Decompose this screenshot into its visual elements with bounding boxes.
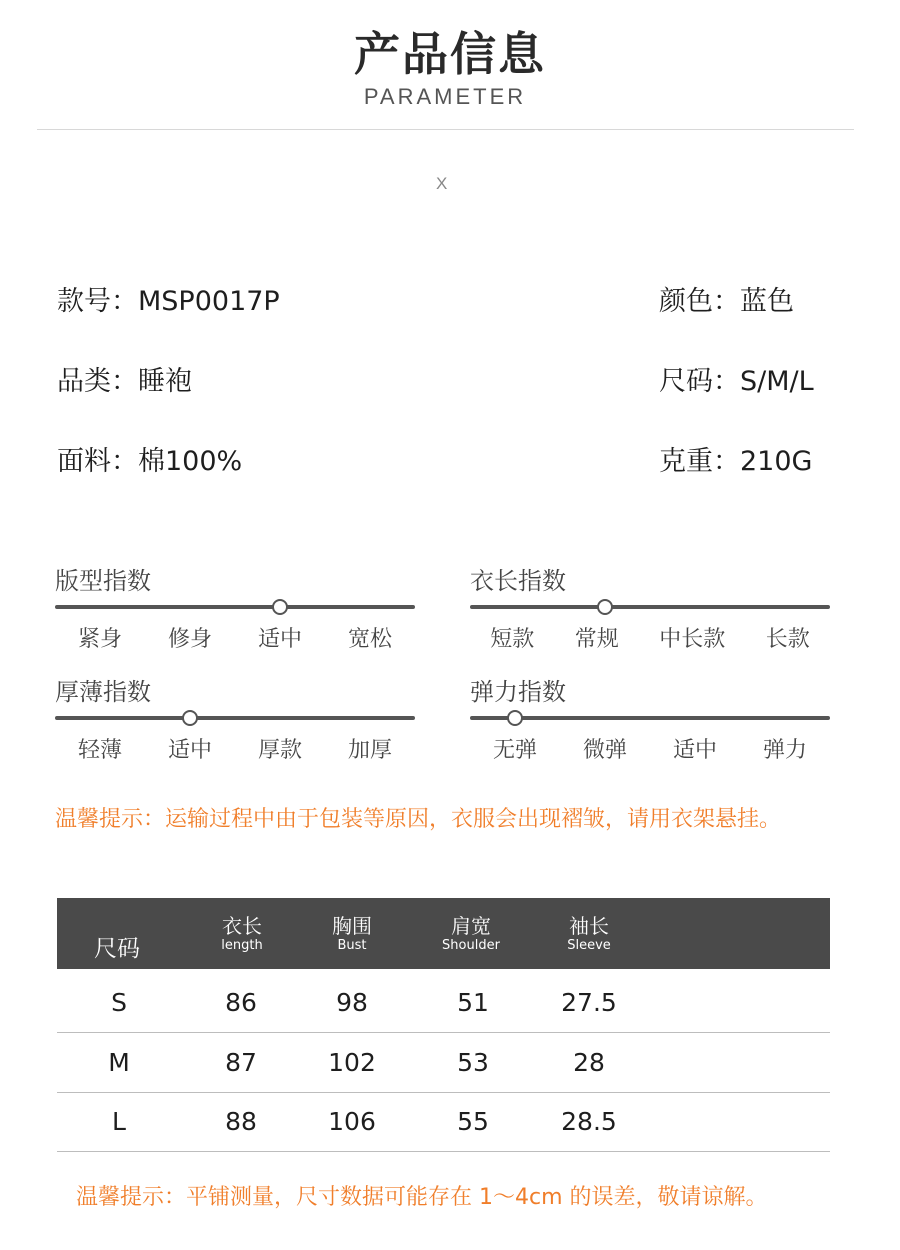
index-options [470, 622, 830, 653]
style-number: 款号：MSP0017P [57, 286, 280, 317]
index-option: 加厚 [347, 738, 392, 763]
index-option: 适中 [672, 738, 717, 763]
page-title: 产品信息 [354, 27, 546, 81]
sleeve-cell: 27.5 [561, 988, 617, 1017]
index-option: 弹力 [762, 738, 807, 763]
index-option: 长款 [765, 627, 810, 652]
shipping-tip: 温馨提示：运输过程中由于包装等原因，衣服会出现褶皱，请用衣架悬挂。 [55, 807, 782, 832]
size-cell: L [112, 1107, 126, 1136]
index-options [55, 622, 415, 653]
index-knob[interactable] [597, 599, 613, 615]
index-options [470, 733, 830, 764]
length-index [470, 566, 830, 661]
index-option: 紧身 [77, 627, 122, 652]
index-track [470, 605, 830, 609]
index-title: 厚薄指数 [55, 678, 151, 706]
index-title: 版型指数 [55, 567, 151, 595]
length-cell: 88 [225, 1107, 257, 1136]
index-knob[interactable] [507, 710, 523, 726]
index-option: 修身 [167, 627, 212, 652]
index-option: 微弹 [582, 738, 627, 763]
fabric-info: 面料：棉100% [57, 446, 243, 477]
index-option: 中长款 [659, 627, 726, 652]
index-option: 轻薄 [77, 738, 122, 763]
index-track [55, 716, 415, 720]
sleeve-cell: 28 [573, 1048, 605, 1077]
elasticity-index [470, 677, 830, 772]
header-divider [37, 129, 854, 130]
bust-cell: 106 [328, 1107, 376, 1136]
shoulder-column-header: 肩宽 Shoulder [442, 914, 500, 953]
size-column-header: 尺码 [94, 936, 140, 962]
shoulder-cell: 51 [457, 988, 489, 1017]
index-title: 衣长指数 [470, 567, 566, 595]
measurement-tip: 温馨提示：平铺测量，尺寸数据可能存在 1～4cm 的误差，敬请谅解。 [76, 1185, 768, 1210]
fit-index [55, 566, 415, 661]
bust-cell: 102 [328, 1048, 376, 1077]
thickness-index [55, 677, 415, 772]
index-option: 无弹 [492, 738, 537, 763]
sleeve-column-header: 袖长 Sleeve [567, 914, 611, 953]
index-option: 适中 [167, 738, 212, 763]
index-options [55, 733, 415, 764]
category-info: 品类：睡袍 [57, 366, 192, 397]
index-title: 弹力指数 [470, 678, 566, 706]
index-track [55, 605, 415, 609]
index-knob[interactable] [272, 599, 288, 615]
index-option: 常规 [574, 627, 619, 652]
shoulder-cell: 55 [457, 1107, 489, 1136]
close-icon[interactable]: X [436, 174, 448, 193]
index-option: 短款 [490, 627, 535, 652]
table-row [57, 973, 830, 1033]
length-column-header: 衣长 length [221, 914, 263, 953]
table-row [57, 1033, 830, 1093]
index-option: 适中 [257, 627, 302, 652]
index-option: 宽松 [347, 627, 392, 652]
table-row [57, 1092, 830, 1152]
length-cell: 86 [225, 988, 257, 1017]
size-cell: S [111, 988, 127, 1017]
size-cell: M [108, 1048, 130, 1077]
size-table-header [57, 898, 830, 969]
page-subtitle: PARAMETER [363, 84, 527, 109]
bust-column-header: 胸围 Bust [332, 914, 372, 953]
shoulder-cell: 53 [457, 1048, 489, 1077]
length-cell: 87 [225, 1048, 257, 1077]
bust-cell: 98 [336, 988, 368, 1017]
color-info: 颜色：蓝色 [659, 286, 794, 317]
index-knob[interactable] [182, 710, 198, 726]
sleeve-cell: 28.5 [561, 1107, 617, 1136]
weight-info: 克重：210G [659, 446, 813, 477]
index-track [470, 716, 830, 720]
size-info: 尺码：S/M/L [659, 366, 814, 397]
index-option: 厚款 [257, 738, 302, 763]
